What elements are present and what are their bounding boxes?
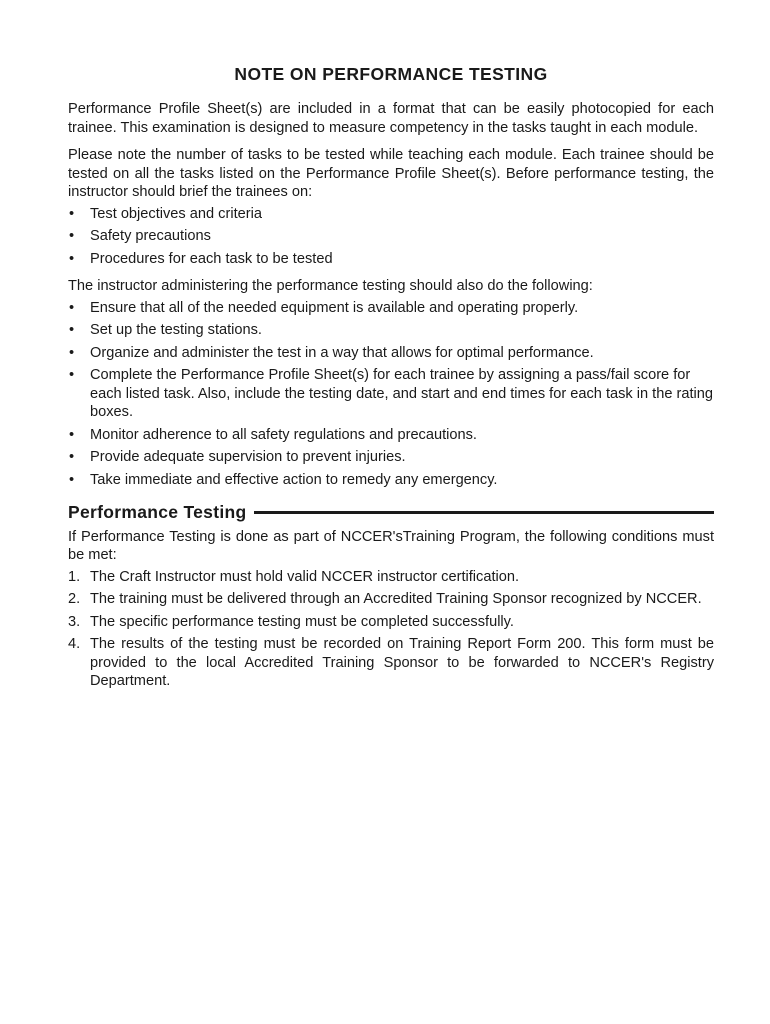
list-item-text: The training must be delivered through an Accredited Training Sponsor recognized by NCCER.	[90, 591, 702, 607]
instructor-paragraph: The instructor administering the performance testing should also do the following:	[68, 278, 593, 294]
list-item	[68, 321, 714, 340]
list-item-text: Test objectives and criteria	[90, 205, 262, 222]
list-item	[68, 568, 714, 587]
list-item-text: Set up the testing stations.	[90, 322, 262, 338]
list-item-text: Provide adequate supervision to prevent injuries.	[90, 449, 406, 465]
list-item	[68, 227, 714, 246]
brief-list	[68, 205, 714, 269]
list-number: 2.	[68, 591, 81, 607]
brief-intro-paragraph: Please note the number of tasks to be tested while teaching each module. Each trainee should be tested on all the tasks listed on the Performance Profile Sheet(s). Before performance testing, the instructor should brief the trainees on:	[68, 147, 714, 200]
conditions-paragraph: If Performance Testing is done as part of NCCER'sTraining Program, the following conditions must be met:	[68, 528, 714, 563]
section-heading	[68, 503, 714, 522]
list-item-text: Take immediate and effective action to remedy any emergency.	[90, 471, 498, 488]
list-item-text: Monitor adherence to all safety regulations and precautions.	[90, 426, 477, 443]
list-item-text: Procedures for each task to be tested	[90, 250, 333, 267]
bullet-icon: •	[69, 205, 75, 222]
list-number: 4.	[68, 636, 81, 652]
list-item-text: Safety precautions	[90, 228, 211, 244]
bullet-icon: •	[69, 322, 75, 338]
page-title: NOTE ON PERFORMANCE TESTING	[234, 64, 548, 84]
section-heading-rule	[254, 511, 714, 514]
bullet-icon: •	[69, 367, 75, 383]
list-item	[68, 613, 714, 632]
bullet-icon: •	[69, 228, 75, 244]
bullet-icon: •	[69, 426, 75, 443]
list-item-text: Complete the Performance Profile Sheet(s) for each trainee by assigning a pass/fail score for each listed task. Also, include the testing date, and start and end times for each task in the rating boxes.	[90, 367, 714, 420]
document-page	[68, 62, 714, 695]
list-number: 3.	[68, 613, 81, 630]
bullet-icon: •	[69, 471, 75, 488]
list-item	[68, 590, 714, 609]
list-item	[68, 250, 714, 269]
list-number: 1.	[68, 568, 81, 585]
bullet-icon: •	[69, 344, 75, 361]
list-item-text: The results of the testing must be recorded on Training Report Form 200. This form must be provided to the local Accredited Training Sponsor to be forwarded to NCCER's Registry Department.	[90, 636, 714, 689]
list-item-text: Organize and administer the test in a way that allows for optimal performance.	[90, 344, 594, 361]
list-item	[68, 471, 714, 490]
list-item	[68, 344, 714, 363]
list-item	[68, 366, 714, 422]
list-item	[68, 635, 714, 691]
list-item	[68, 205, 714, 224]
bullet-icon: •	[69, 299, 75, 316]
bullet-icon: •	[69, 250, 75, 267]
conditions-list	[68, 568, 714, 691]
list-item-text: Ensure that all of the needed equipment is available and operating properly.	[90, 299, 579, 316]
list-item-text: The Craft Instructor must hold valid NCCER instructor certification.	[90, 568, 520, 585]
list-item	[68, 426, 714, 445]
section-heading-label: Performance Testing	[68, 502, 247, 522]
intro-paragraph: Performance Profile Sheet(s) are included in a format that can be easily photocopied for each trainee. This examination is designed to measure competency in the tasks taught in each module.	[68, 101, 714, 136]
instructor-list	[68, 299, 714, 490]
bullet-icon: •	[69, 449, 75, 465]
list-item	[68, 448, 714, 467]
list-item	[68, 299, 714, 318]
list-item-text: The specific performance testing must be completed successfully.	[90, 613, 514, 630]
